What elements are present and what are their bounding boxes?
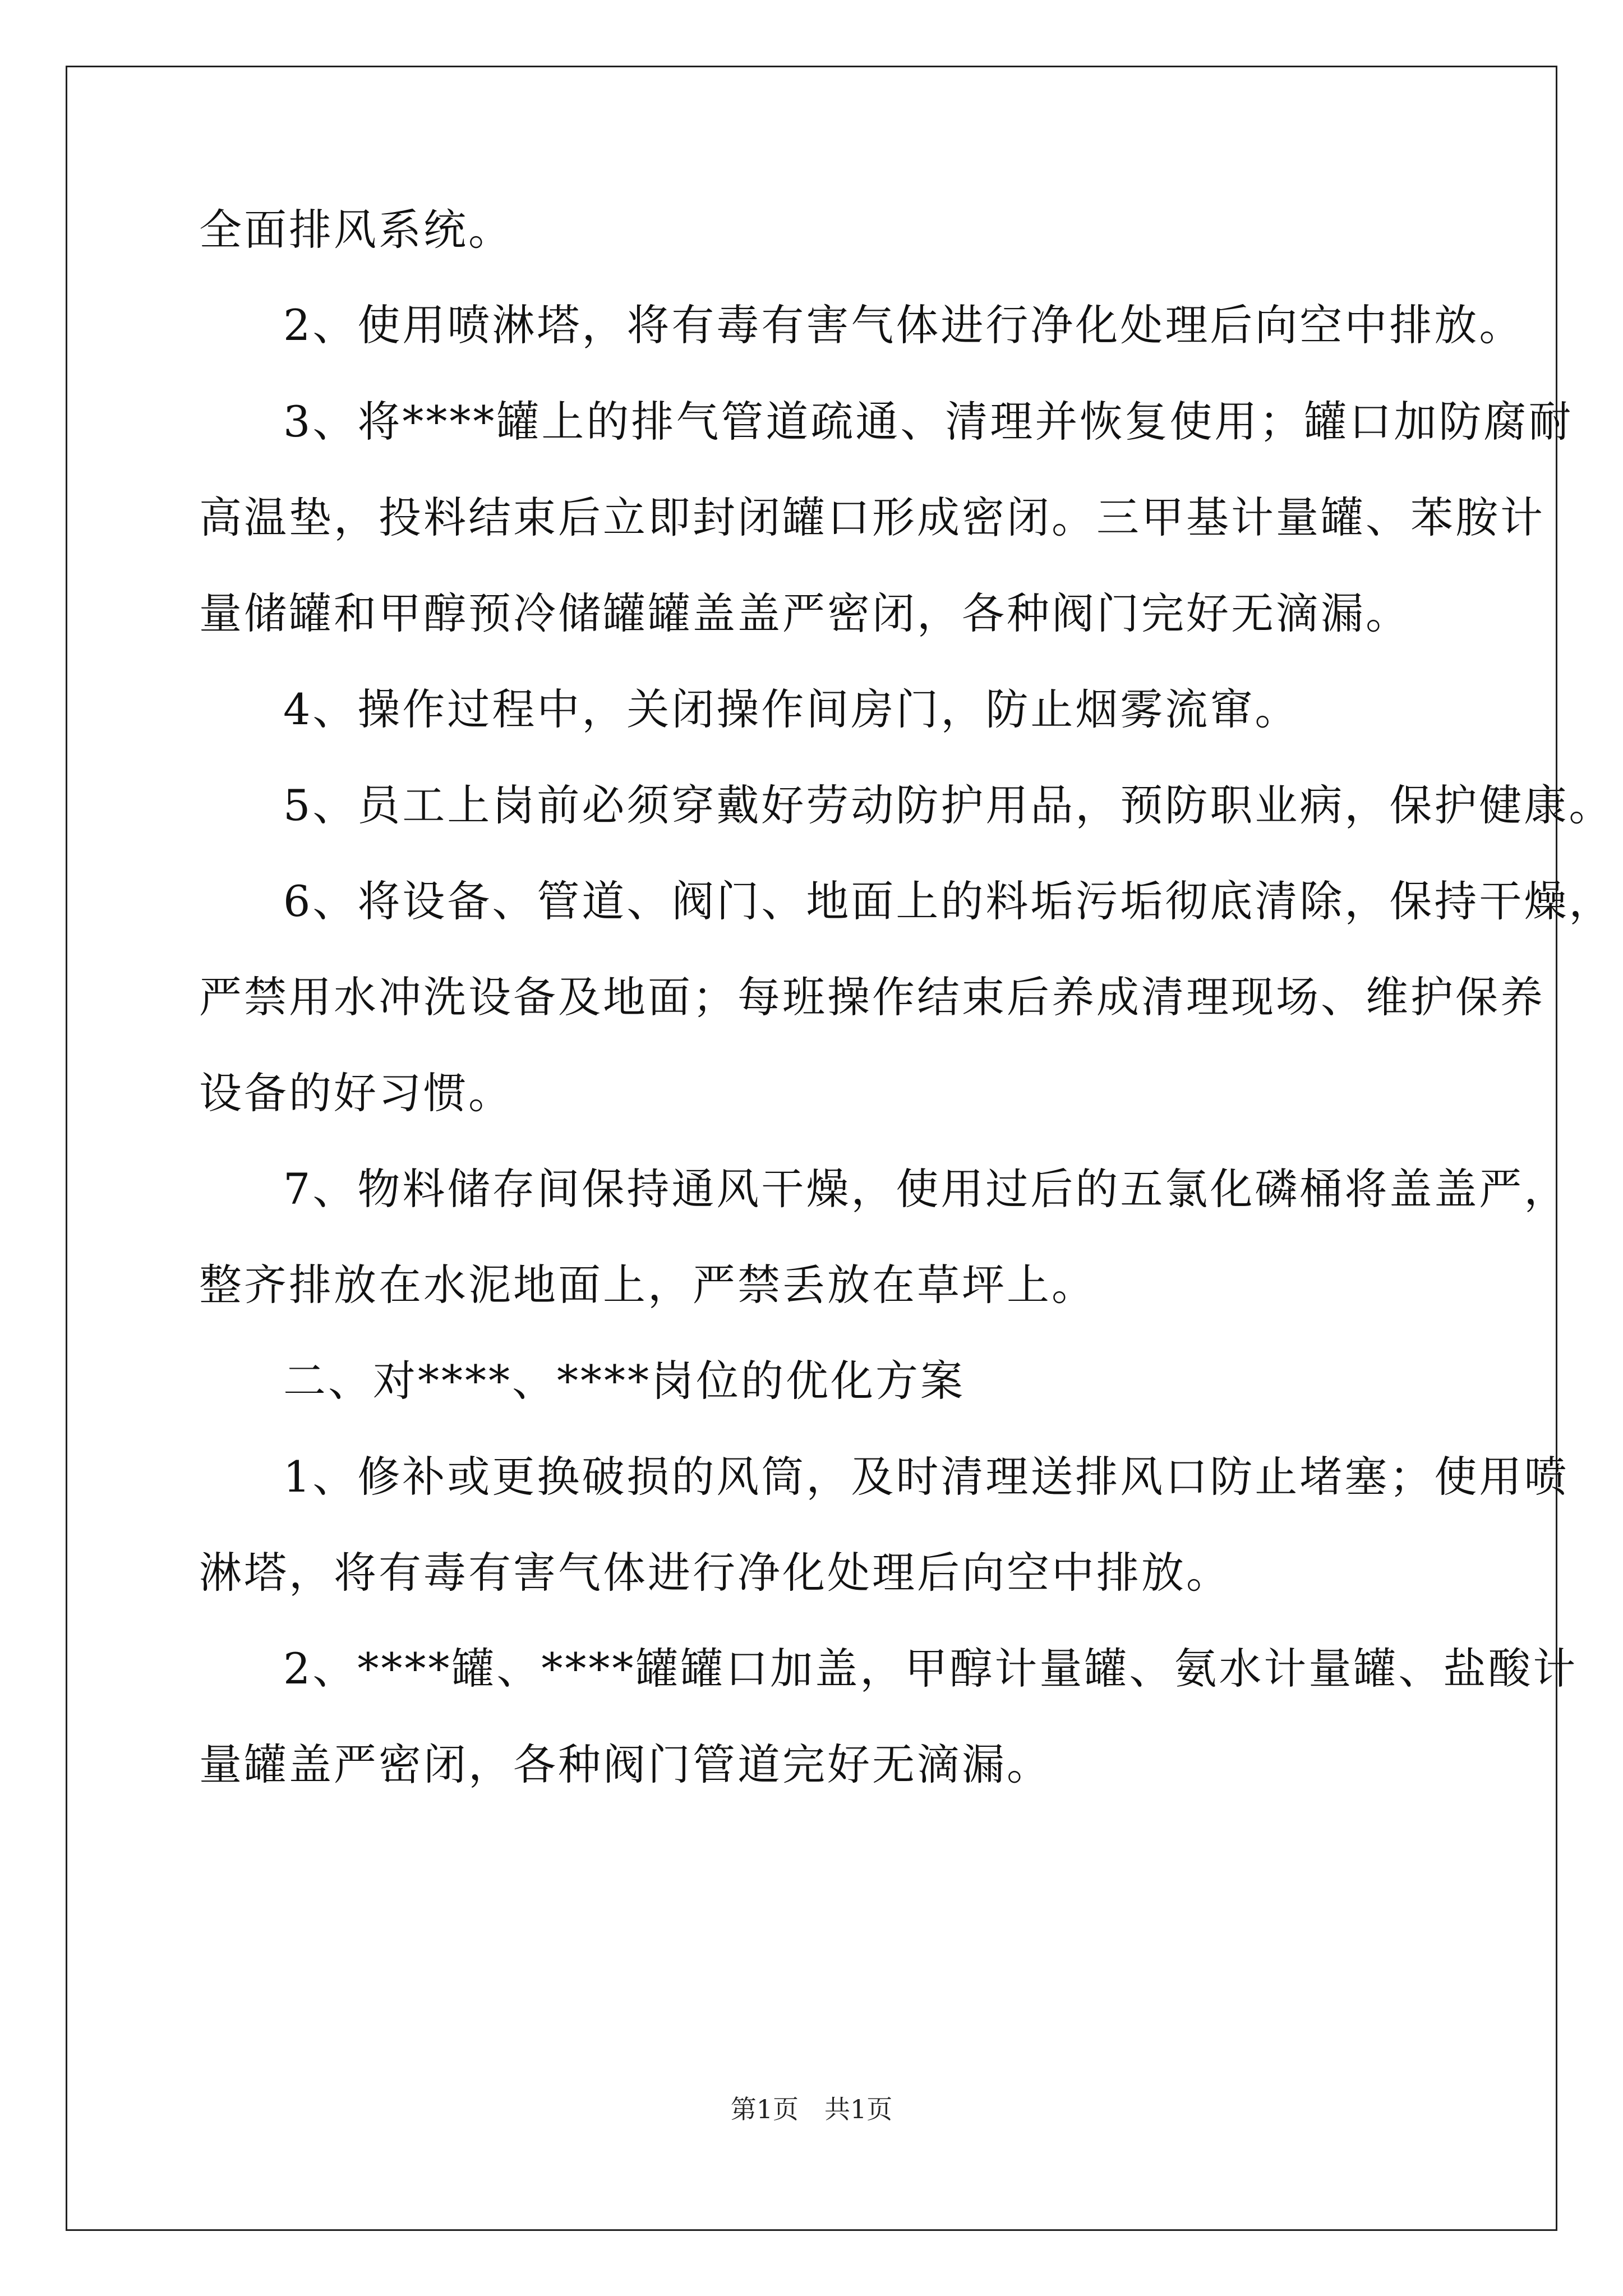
text-line: 严禁用水冲洗设备及地面；每班操作结束后养成清理现场、维护保养 [199,972,1545,1022]
text-line: 淋塔，将有毒有害气体进行净化处理后向空中排放。 [199,1548,1231,1598]
text-line: 7、物料储存间保持通风干燥，使用过后的五氯化磷桶将盖盖严， [283,1164,1569,1214]
section-heading: 二、对****、****岗位的优化方案 [283,1356,965,1406]
page-border [66,66,1557,2231]
text-line: 5、员工上岗前必须穿戴好劳动防护用品，预防职业病，保护健康。 [283,780,1614,830]
text-line: 整齐排放在水泥地面上，严禁丢放在草坪上。 [199,1260,1096,1310]
text-line: 设备的好习惯。 [199,1068,513,1118]
text-line: 3、将****罐上的排气管道疏通、清理并恢复使用；罐口加防腐耐 [283,397,1574,447]
text-line: 2、****罐、****罐罐口加盖，甲醇计量罐、氨水计量罐、盐酸计 [283,1644,1578,1694]
text-line: 2、使用喷淋塔，将有毒有害气体进行净化处理后向空中排放。 [283,300,1524,350]
text-line: 1、修补或更换破损的风筒，及时清理送排风口防止堵塞；使用喷 [283,1452,1569,1502]
text-line: 量罐盖严密闭，各种阀门管道完好无滴漏。 [199,1740,1052,1789]
text-line: 4、操作过程中，关闭操作间房门，防止烟雾流窜。 [283,684,1300,734]
text-line: 量储罐和甲醇预冷储罐罐盖盖严密闭，各种阀门完好无滴漏。 [199,588,1410,638]
text-line: 全面排风系统。 [199,205,513,255]
page-footer: 第1页 共1页 [730,2094,893,2124]
text-line: 高温垫，投料结束后立即封闭罐口形成密闭。三甲基计量罐、苯胺计 [199,493,1545,542]
text-line: 6、将设备、管道、阀门、地面上的料垢污垢彻底清除，保持干燥， [283,876,1614,926]
